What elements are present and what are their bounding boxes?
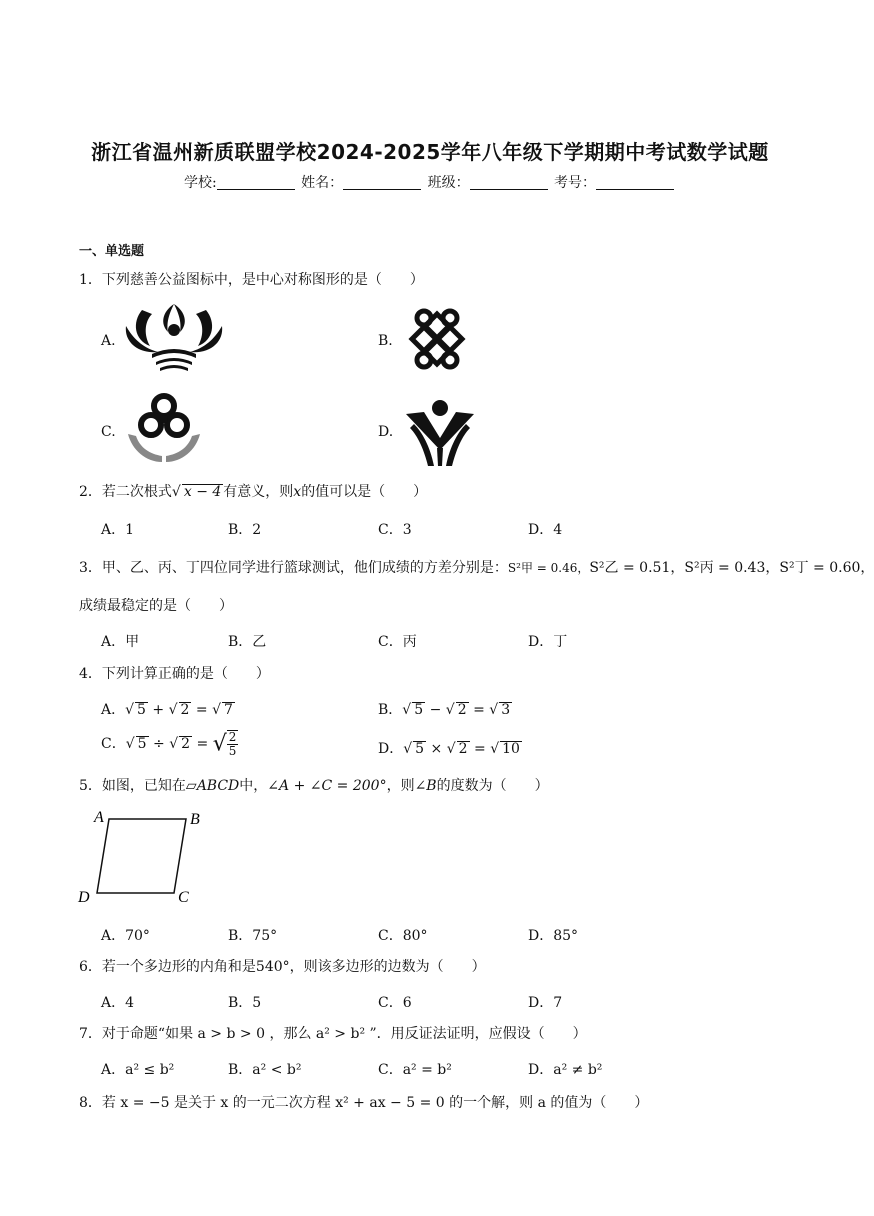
q4-a-rad2: 2 xyxy=(180,702,190,718)
q4-option-a[interactable]: A．√ 5 + √ 2 = √ 7 xyxy=(101,702,233,718)
parallelogram-shape xyxy=(97,819,186,893)
hands-clover-icon[interactable] xyxy=(126,390,202,466)
parallelogram-figure xyxy=(74,806,204,910)
q7-option-b[interactable]: B．a² < b² xyxy=(228,1062,302,1078)
q1-stem: 1．下列慈善公益图标中，是中心对称图形的是（ ） xyxy=(79,272,424,288)
q5-stem xyxy=(79,776,549,796)
name-blank[interactable] xyxy=(343,175,421,190)
q4-c-rad1: 5 xyxy=(137,736,147,752)
q6-option-d[interactable]: D．7 xyxy=(528,995,563,1011)
q3-option-d[interactable]: D．丁 xyxy=(528,634,568,650)
q4-c-frac-den: 5 xyxy=(228,744,237,758)
q3-variance-bing: S²丙 = 0.43， xyxy=(684,560,780,576)
school-blank[interactable] xyxy=(217,175,295,190)
q2-stem-mid: 有意义，则 xyxy=(223,484,294,500)
q6-option-b[interactable]: B．5 xyxy=(228,995,262,1011)
q3-variance-yi: S²乙 = 0.51， xyxy=(589,560,685,576)
q3-line2: 成绩最稳定的是（ ） xyxy=(79,598,233,614)
class-label: 班级： xyxy=(427,175,470,191)
q4-c-frac-num: 2 xyxy=(228,730,237,744)
q5-angle: ∠B xyxy=(414,778,437,794)
q3-option-c[interactable]: C．丙 xyxy=(378,634,417,650)
q2-var: x xyxy=(293,484,302,500)
q4-option-b[interactable]: B．√ 5 − √ 2 = √ 3 xyxy=(378,702,511,718)
q4-d-rad1: 5 xyxy=(415,741,425,757)
q2-option-b[interactable]: B．2 xyxy=(228,522,262,538)
student-info-line xyxy=(0,172,860,192)
q2-option-d[interactable]: D．4 xyxy=(528,522,563,538)
q2-radicand: x − 4 xyxy=(183,484,222,500)
q7-stem: 7．对于命题“如果 a > b > 0 ，那么 a² > b² ”．用反证法证明，应假设（ ） xyxy=(79,1026,587,1042)
exam-title: 浙江省温州新质联盟学校2024-2025学年八年级下学期期中考试数学试题 xyxy=(91,140,769,164)
knot-heart-icon[interactable] xyxy=(402,304,472,374)
q5-stem-end: 的度数为（ ） xyxy=(436,778,549,794)
q1-option-c-label: C. xyxy=(101,424,116,440)
section-title: 一、单选题 xyxy=(79,244,145,259)
q4-option-a-label: A． xyxy=(101,702,126,718)
q6-option-c[interactable]: C．6 xyxy=(378,995,412,1011)
q4-stem: 4．下列计算正确的是（ ） xyxy=(79,666,270,682)
q2-stem: 2．若二次根式√ x − 4 有意义，则x的值可以是（ ） xyxy=(79,484,428,500)
q4-b-rad1: 5 xyxy=(414,702,424,718)
class-blank[interactable] xyxy=(470,175,548,190)
q4-d-rad2: 2 xyxy=(458,741,468,757)
people-v-icon[interactable] xyxy=(404,398,476,468)
q5-stem-pre: 5．如图，已知在 xyxy=(79,778,186,794)
q4-a-rad3: 7 xyxy=(224,702,233,718)
q4-d-rad3: 10 xyxy=(502,741,520,757)
vertex-a-label: A xyxy=(94,809,104,826)
exam-number-blank[interactable] xyxy=(596,175,674,190)
q2-option-c[interactable]: C．3 xyxy=(378,522,412,538)
q4-b-rad3: 3 xyxy=(501,702,511,718)
q3-line1-text: 3．甲、乙、丙、丁四位同学进行篮球测试，他们成绩的方差分别是： xyxy=(79,560,508,576)
q5-stem-post: ，则 xyxy=(386,778,415,794)
q4-a-rad1: 5 xyxy=(137,702,146,718)
q7-option-c[interactable]: C．a² = b² xyxy=(378,1062,452,1078)
q5-option-b[interactable]: B．75° xyxy=(228,928,278,944)
q5-option-c[interactable]: C．80° xyxy=(378,928,428,944)
q5-expression: ∠A + ∠C = 200° xyxy=(267,778,387,794)
q4-b-rad2: 2 xyxy=(457,702,467,718)
q1-option-a-label: A. xyxy=(101,333,116,349)
q4-option-b-label: B． xyxy=(378,702,403,718)
vertex-d-label: D xyxy=(78,889,90,906)
q4-option-d[interactable]: D．√ 5 × √ 2 = √ 10 xyxy=(378,741,520,757)
q4-c-rad2: 2 xyxy=(181,736,191,752)
school-label: 学校: xyxy=(183,175,217,191)
q3-option-b[interactable]: B．乙 xyxy=(228,634,267,650)
q6-option-a[interactable]: A．4 xyxy=(101,995,135,1011)
q6-stem: 6．若一个多边形的内角和是540°，则该多边形的边数为（ ） xyxy=(79,959,486,975)
q2-stem-pre: 2．若二次根式 xyxy=(79,484,172,500)
q5-option-a[interactable]: A．70° xyxy=(101,928,150,944)
q5-stem-mid: 中， xyxy=(239,778,268,794)
q1-option-d-label: D. xyxy=(378,424,394,440)
q4-option-c-label: C． xyxy=(101,736,126,752)
q7-option-a[interactable]: A．a² ≤ b² xyxy=(101,1062,175,1078)
q2-option-a[interactable]: A．1 xyxy=(101,522,135,538)
q3-variance-ding: S²丁 = 0.60， xyxy=(779,560,874,576)
q4-option-d-label: D． xyxy=(378,741,404,757)
vertex-c-label: C xyxy=(178,889,189,906)
q3-line1 xyxy=(79,558,874,578)
q8-stem: 8．若 x = −5 是关于 x 的一元二次方程 x² + ax − 5 = 0 的一个解，则 a 的值为（ ） xyxy=(79,1095,649,1111)
vertex-b-label: B xyxy=(190,811,200,828)
q1-option-b-label: B. xyxy=(378,333,393,349)
q7-option-d[interactable]: D．a² ≠ b² xyxy=(528,1062,603,1078)
q5-option-d[interactable]: D．85° xyxy=(528,928,579,944)
q5-parallelogram: ▱ABCD xyxy=(185,778,240,794)
q4-option-c[interactable]: C．√ 5 ÷ √ 2 = √ $\frac{2}{5}$ xyxy=(101,730,237,758)
name-label: 姓名： xyxy=(301,175,344,191)
q3-variance-jia: S²甲 = 0.46， xyxy=(507,561,590,575)
exam-number-label: 考号： xyxy=(554,175,597,191)
q3-option-a[interactable]: A．甲 xyxy=(101,634,140,650)
q2-stem-post: 的值可以是（ ） xyxy=(301,484,428,500)
lotus-charity-icon[interactable] xyxy=(122,302,226,376)
